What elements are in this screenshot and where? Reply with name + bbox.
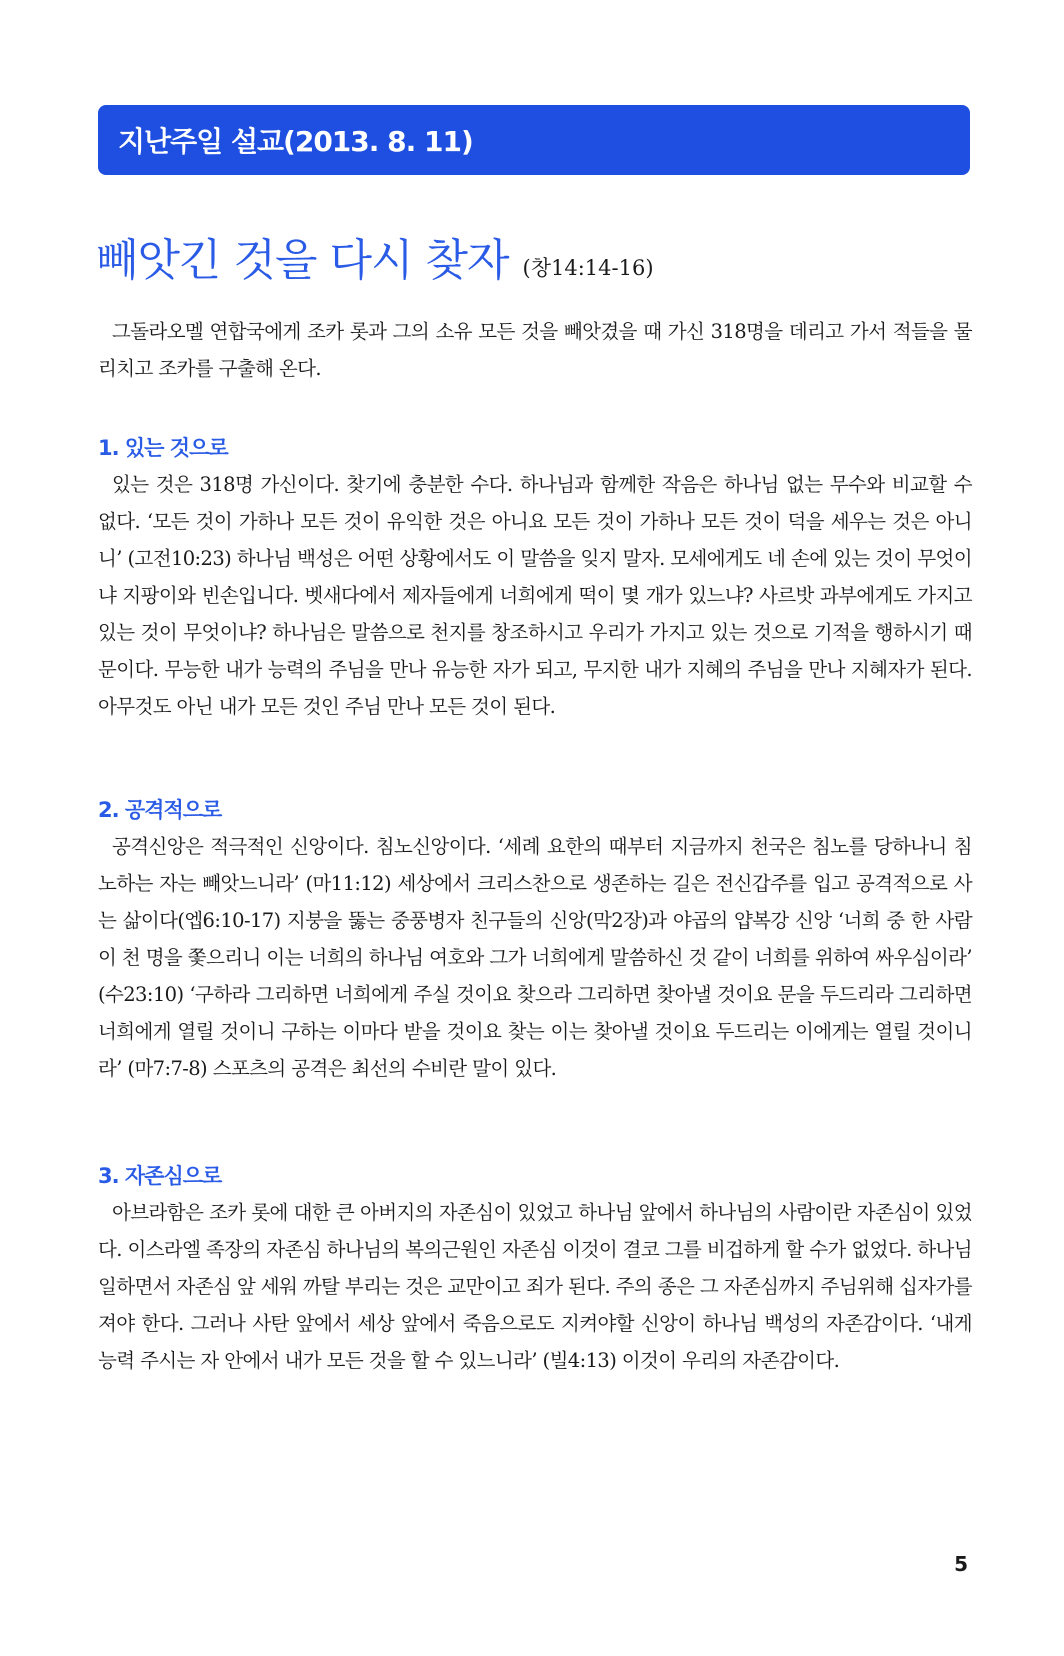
header-title: 지난주일 설교(2013. 8. 11) [118, 125, 473, 158]
sermon-title-row [96, 224, 976, 288]
page-number: 5 [954, 1552, 968, 1576]
section-body-3: 아브라함은 조카 롯에 대한 큰 아버지의 자존심이 있었고 하나님 앞에서 하나님의 사람이란 자존심이 있었다. 이스라엘 족장의 자존심 하나님의 복의근원인 자존심 이것이 결코 그를 비겁하게 할 수가 없었다. 하나님 일하면서 자존심 앞 세워 까탈 부리는 것은 교만이고 죄가 된다. 주의 종은 그 자존심까지 주님위해 십자가를 져야 한다. 그러나 사탄 앞에서 세상 앞에서 죽음으로도 지켜야할 신앙이 하나님 백성의 자존감이다. ‘내게 능력 주시는 자 안에서 내가 모든 것을 할 수 있느니라’ (빌4:13) 이것이 우리의 자존감이다. [98, 1201, 972, 1372]
header-banner [98, 105, 970, 175]
section-heading-3: 3. 자존심으로 [98, 1164, 222, 1188]
section-body-2: 공격신앙은 적극적인 신앙이다. 침노신앙이다. ‘세례 요한의 때부터 지금까지 천국은 침노를 당하나니 침노하는 자는 빼앗느니라’ (마11:12) 세상에서 크리스찬으로 생존하는 길은 전신갑주를 입고 공격적으로 사는 삶이다(엡6:10-17) 지붕을 뚫는 중풍병자 친구들의 신앙(막2장)과 야곱의 얍복강 신앙 ‘너희 중 한 사람이 천 명을 쫓으리니 이는 너희의 하나님 여호와 그가 너희에게 말씀하신 것 같이 너희를 위하여 싸우심이라’ (수23:10) ‘구하라 그리하면 너희에게 주실 것이요 찾으라 그리하면 찾아낼 것이요 문을 두드리라 그리하면 너희에게 열릴 것이니 구하는 이마다 받을 것이요 찾는 이는 찾아낼 것이요 두드리는 이에게는 열릴 것이니라’ (마7:7-8) 스포츠의 공격은 최선의 수비란 말이 있다. [98, 835, 972, 1080]
intro-paragraph: 그돌라오멜 연합국에게 조카 롯과 그의 소유 모든 것을 빼앗겼을 때 가신 318명을 데리고 가서 적들을 물리치고 조카를 구출해 온다. [98, 320, 972, 380]
section-heading-1: 1. 있는 것으로 [98, 436, 228, 460]
section-body-1: 있는 것은 318명 가신이다. 찾기에 충분한 수다. 하나님과 함께한 작음은 하나님 없는 무수와 비교할 수 없다. ‘모든 것이 가하나 모든 것이 유익한 것은 아니요 모든 것이 가하나 모든 것이 덕을 세우는 것은 아니니’ (고전10:23) 하나님 백성은 어떤 상황에서도 이 말씀을 잊지 말자. 모세에게도 네 손에 있는 것이 무엇이냐 지팡이와 빈손입니다. 벳새다에서 제자들에게 너희에게 떡이 몇 개가 있느냐? 사르밧 과부에게도 가지고 있는 것이 무엇이냐? 하나님은 말씀으로 천지를 창조하시고 우리가 가지고 있는 것으로 기적을 행하시기 때문이다. 무능한 내가 능력의 주님을 만나 유능한 자가 되고, 무지한 내가 지혜의 주님을 만나 지혜자가 된다. 아무것도 아닌 내가 모든 것인 주님 만나 모든 것이 된다. [98, 473, 972, 718]
sermon-title: 빼앗긴 것을 다시 찾자 [96, 235, 509, 286]
section-heading-2: 2. 공격적으로 [98, 798, 222, 822]
sermon-scripture-reference: (창14:14-16) [522, 256, 654, 280]
